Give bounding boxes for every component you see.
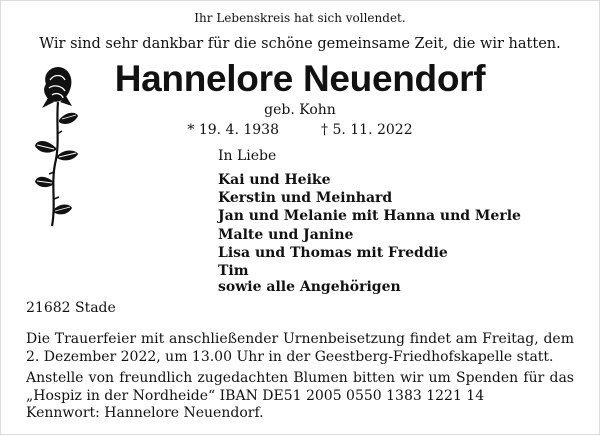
donation-line: „Hospiz in der Nordheide“ IBAN DE51 2005 0550 1383 1221 14 [26, 387, 485, 404]
funeral-info [26, 331, 574, 366]
mourner-entry: Lisa und Thomas mit Freddie [218, 244, 448, 261]
mourner-entry: sowie alle Angehörigen [218, 279, 401, 296]
donation-line: Anstelle von freundlich zugedachten Blumen bitten wir um Spenden für das [26, 370, 574, 386]
life-dates [0, 122, 600, 138]
motto: Ihr Lebenskreis hat sich vollendet. [194, 11, 406, 25]
mourner-entry: Kerstin und Meinhard [218, 190, 393, 207]
in-love-label: In Liebe [218, 148, 277, 164]
city: 21682 Stade [26, 300, 116, 316]
mourner-entry: Jan und Melanie mit Hanna und Merle [218, 208, 521, 225]
mourners-list [218, 171, 521, 295]
funeral-line: Die Trauerfeier mit anschließender Urnenbeisetzung findet am Freitag, dem [26, 331, 574, 347]
funeral-line: 2. Dezember 2022, um 13.00 Uhr in der Geestberg-Friedhofskapelle statt. [26, 348, 554, 365]
birth-name: geb. Kohn [264, 102, 336, 118]
mourner-entry: Malte und Janine [218, 226, 354, 243]
donation-info [26, 370, 574, 423]
mourner-entry: Kai und Heike [218, 172, 331, 188]
donation-line: Kennwort: Hannelore Neuendorf. [26, 405, 264, 421]
birth-date: * 19. 4. 1938 [187, 122, 279, 138]
intro-text: Wir sind sehr dankbar für die schöne gemeinsame Zeit, die wir hatten. [39, 36, 561, 52]
deceased-name: Hannelore Neuendorf [114, 58, 486, 99]
mourner-entry: Tim [218, 262, 249, 279]
death-date: † 5. 11. 2022 [321, 122, 413, 138]
